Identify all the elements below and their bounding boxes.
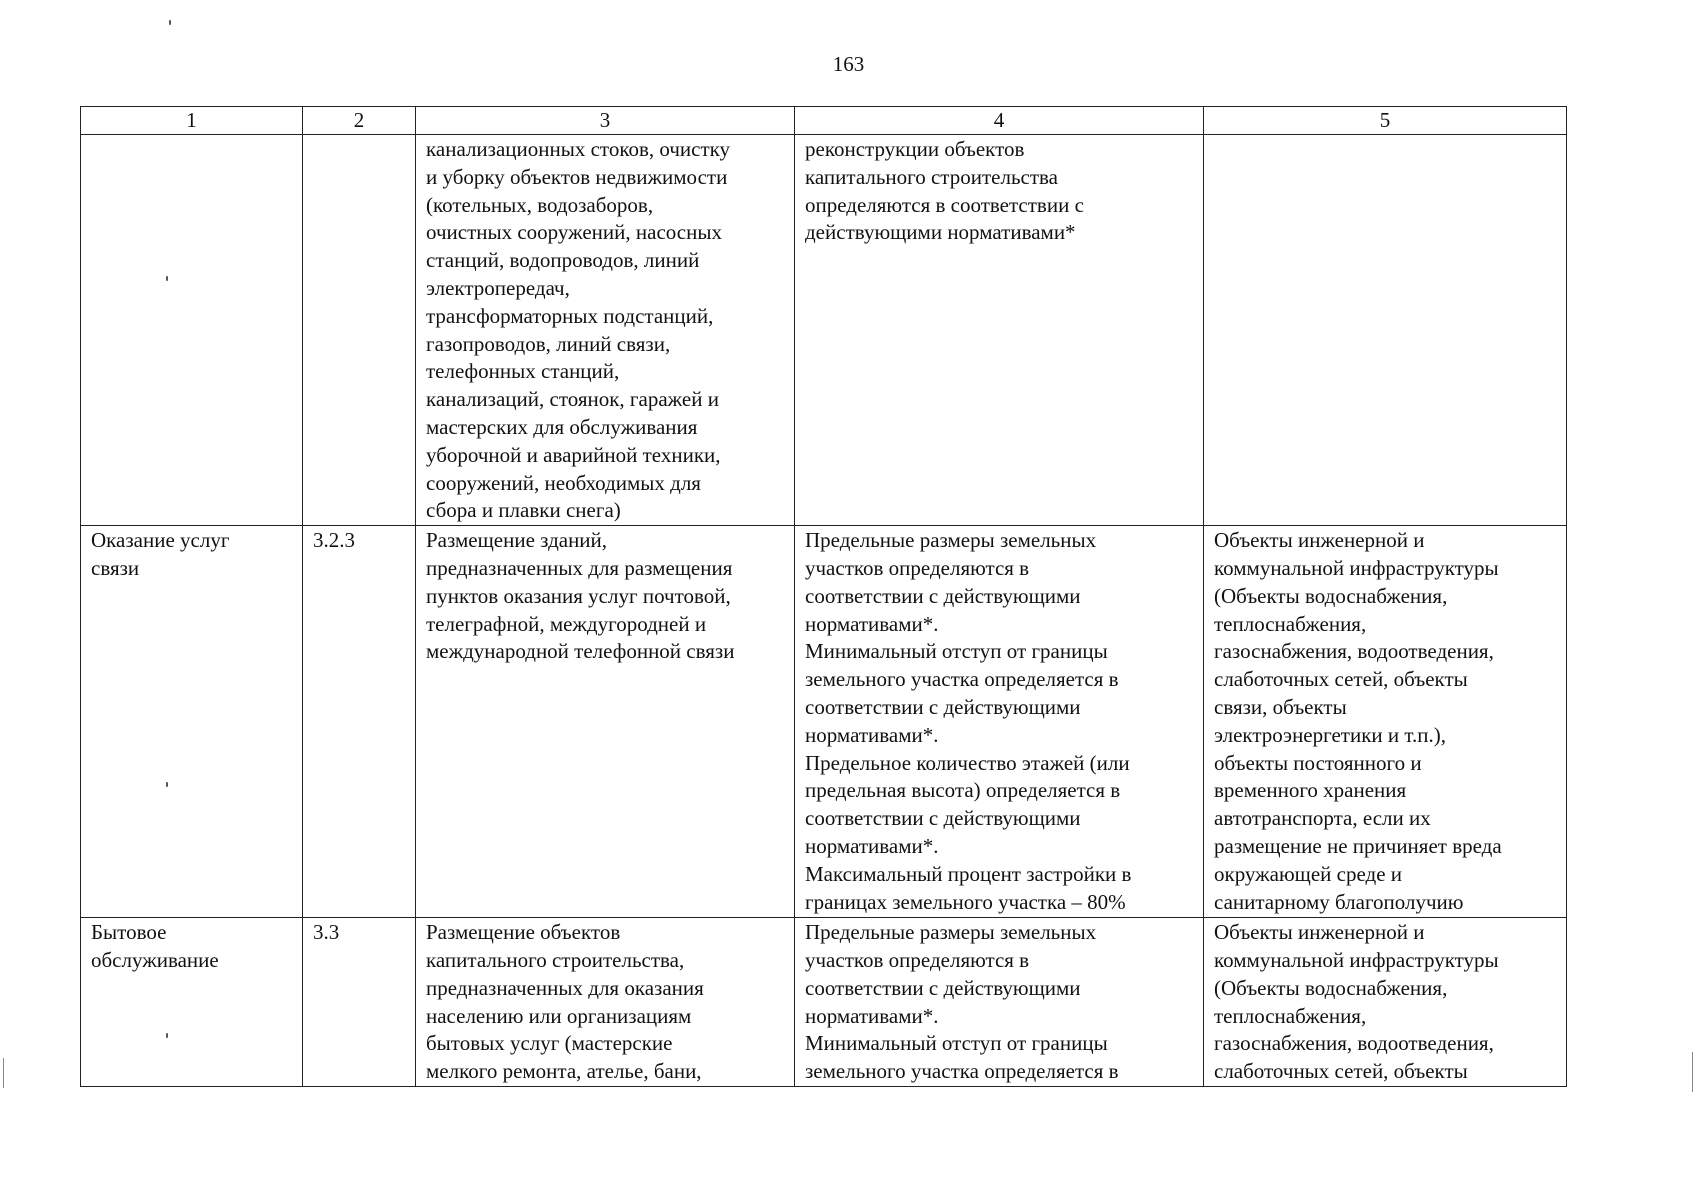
column-header: 5 (1204, 107, 1567, 135)
table-cell (795, 918, 1204, 1087)
table-header-row (81, 107, 1567, 135)
column-header: 1 (81, 107, 303, 135)
margin-tick (1692, 1052, 1693, 1092)
limit-parameters: Предельные размеры земельных участков определяются в соответствии с действующими нормативами*. Минимальный отступ от границы земельного участка определяется в соответствии с действующими нормативами*. Предельное количество этажей (или предельная высота) определяется в соответствии с действующими нормативами*. Максимальный процент застройки в границах земельного участка – 80% (805, 528, 1132, 914)
table-row (81, 135, 1567, 526)
auxiliary-uses: Объекты инженерной и коммунальной инфраструктуры (Объекты водоснабжения, теплоснабжения, газоснабжения, водоотведения, слаботочных сетей, объекты связи, объекты электроэнергетики и т.п.), объекты постоянного и временного хранения автотранспорта, если их размещение не причиняет вреда окружающей среде и санитарному благополучию (1214, 528, 1502, 914)
use-description: Размещение зданий, предназначенных для размещения пунктов оказания услуг почтовой, телеграфной, междугородней и международной телефонной связи (426, 528, 735, 664)
page-number: 163 (832, 52, 865, 76)
table-cell (416, 918, 795, 1087)
scan-speck (169, 20, 171, 25)
table-cell (1204, 918, 1567, 1087)
use-description: Размещение объектов капитального строительства, предназначенных для оказания населению или организациям бытовых услуг (мастерские мелкого ремонта, ателье, бани, (426, 920, 704, 1084)
use-type-name: Оказание услуг связи (91, 528, 230, 580)
table-cell (81, 135, 303, 526)
table-cell (303, 918, 416, 1087)
column-header: 3 (416, 107, 795, 135)
column-header: 2 (303, 107, 416, 135)
auxiliary-uses: Объекты инженерной и коммунальной инфраструктуры (Объекты водоснабжения, теплоснабжения, газоснабжения, водоотведения, слаботочных сетей, объекты (1214, 920, 1499, 1084)
table-cell (795, 135, 1204, 526)
table-cell (303, 526, 416, 918)
use-description: канализационных стоков, очистку и уборку объектов недвижимости (котельных, водозаборов, очистных сооружений, насосных станций, водопроводов, линий электропередач, трансформаторных подстанций, газопроводов, линий связи, телефонных станций, канализаций, стоянок, гаражей и мастерских для обслуживания уборочной и аварийной техники, сооружений, необходимых для сбора и плавки снега) (426, 137, 731, 523)
table-cell (416, 135, 795, 526)
use-type-name: Бытовое обслуживание (91, 920, 219, 972)
column-header: 4 (795, 107, 1204, 135)
table-row (81, 918, 1567, 1087)
limit-parameters: Предельные размеры земельных участков определяются в соответствии с действующими нормативами*. Минимальный отступ от границы земельного участка определяется в (805, 920, 1119, 1084)
use-type-code: 3.3 (313, 920, 340, 945)
use-type-code: 3.2.3 (313, 528, 355, 553)
table-cell (303, 135, 416, 526)
margin-tick (3, 1058, 4, 1088)
table-row (81, 526, 1567, 918)
table-cell (81, 526, 303, 918)
regulations-table (80, 106, 1567, 1087)
table-cell (416, 526, 795, 918)
table-cell (1204, 526, 1567, 918)
table-cell (795, 526, 1204, 918)
limit-parameters: реконструкции объектов капитального строительства определяются в соответствии с действующими нормативами* (805, 137, 1084, 245)
table-cell (1204, 135, 1567, 526)
table-cell (81, 918, 303, 1087)
